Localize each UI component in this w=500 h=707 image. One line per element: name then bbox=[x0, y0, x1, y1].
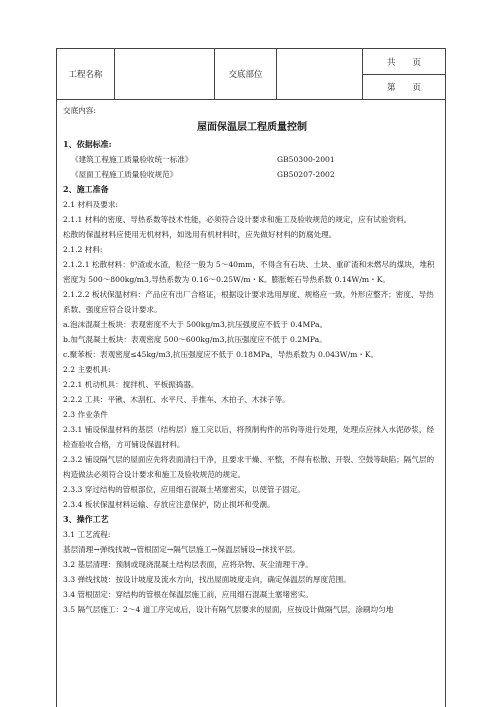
para-3-1: 3.1 工艺流程: bbox=[63, 530, 111, 539]
dept-value[interactable] bbox=[277, 49, 363, 99]
para-2-1-2-1: 2.1.2.1 松散材料：炉渣或水渣，粒径一般为 5～40mm，不得含有石块、土块、重矿渣和未燃尽的煤块，堆积密度为 500～800kg/m3,导热系数为 0.16～0.25W/m・K。膨胀蛭石导热系数 0.14W/m・K。 bbox=[63, 260, 435, 284]
para-2-3: 2.3 作业条件 bbox=[63, 410, 108, 419]
reference-2 bbox=[63, 167, 441, 182]
para-2-2-2: 2.2.2 工具：平锹、木刮杠、水平尺、手推车、木拍子、木抹子等。 bbox=[63, 395, 290, 404]
doc-title: 屋面保温层工程质量控制 bbox=[197, 122, 307, 133]
para-2-1-2-2: 2.1.2.2 板状保温材料：产品应有出厂合格证，根据设计要求选用厚度、规格应一致，外形应整齐；密度、导热系数、强度应符合设计要求。 bbox=[63, 290, 434, 314]
para-3-1b: 基层清理→弹线找坡→管根固定→隔气层施工→保温层铺设→抹找平层。 bbox=[63, 545, 300, 554]
para-2-3-1: 2.3.1 铺设保温材料的基层（结构层）施工完以后，将预制构件的吊钩等进行处理，处理点应抹入水泥砂浆，经检查验收合格，方可铺设保温材料。 bbox=[63, 425, 435, 449]
section-1-heading: 1、依据标准: bbox=[63, 139, 112, 149]
ref-2-name: 《屋面工程施工质量验收规范》 bbox=[71, 170, 178, 179]
para-3-5: 3.5 隔气层施工：2～4 道工序完成后，设计有隔气层要求的屋面，应按设计做隔气层，涂刷均匀地 bbox=[63, 605, 394, 614]
total-pages: 共 页 bbox=[386, 57, 421, 68]
page-count bbox=[363, 49, 445, 99]
para-2-1: 2.1 材料及要求: bbox=[63, 200, 119, 209]
ref-2-code: GB50207-2002 bbox=[277, 170, 335, 179]
ref-1-code: GB50300-2001 bbox=[277, 155, 335, 164]
para-3-3: 3.3 弹线找坡：按设计坡度及流水方向，找出屋面坡度走向，确定保温层的厚度范围。 bbox=[63, 575, 351, 584]
para-2-1-2: 2.1.2 材料: bbox=[63, 245, 103, 254]
para-2-3-2: 2.3.2 铺设隔气层的屋面应先将表面清扫干净，且要求干燥、平整，不得有松散、开裂、空鼓等缺陷；隔气层的构造做法必须符合设计要求和施工及验收规范的规定。 bbox=[63, 455, 435, 479]
section-2-heading: 2、施工准备 bbox=[63, 184, 109, 194]
para-2-1-1: 2.1.1 材料的密度、导热系数等技术性能，必须符合设计要求和施工及验收规范的规定，应有试验资料。 bbox=[63, 215, 412, 224]
content-label: 交底内容: bbox=[63, 106, 96, 115]
project-name-label: 工程名称 bbox=[57, 49, 115, 99]
para-2-1-1b: 松散的保温材料应使用无机材料，如选用有机材料时，应先做好材料的防腐处理。 bbox=[63, 230, 337, 239]
ref-1-name: 《建筑工程施工质量验收统一标准》 bbox=[71, 155, 193, 164]
para-2-3-4: 2.3.4 板状保温材料运输、存放应注意保护，防止损坏和受潮。 bbox=[63, 500, 275, 509]
para-b: b.加气混凝土板块：表观密度 500～600kg/m3,抗压强度应不低于 0.2MPa。 bbox=[63, 335, 327, 344]
form-header bbox=[57, 49, 445, 100]
para-c: c.聚苯板：表观密度≤45kg/m3,抗压强度应不低于 0.18MPa，导热系数为 0.043W/m・K。 bbox=[63, 350, 379, 359]
reference-1 bbox=[63, 152, 441, 167]
content-area bbox=[63, 103, 441, 617]
para-2-2-1: 2.2.1 机动机具：搅拌机、平板振捣器。 bbox=[63, 380, 199, 389]
para-a: a.泡沫混凝土板块：表观密度不大于 500kg/m3,抗压强度应不低于 0.4MPa。 bbox=[63, 320, 328, 329]
para-3-4: 3.4 管根固定：穿结构的管根在保温层施工前，应用细石混凝土塞堵密实。 bbox=[63, 590, 313, 599]
disclosure-form bbox=[56, 48, 446, 707]
para-2-3-3: 2.3.3 穿过结构的管根部位，应用细石混凝土堵塞密实，以使管子固定。 bbox=[63, 485, 305, 494]
page-number: 第 页 bbox=[386, 83, 421, 93]
para-2-2: 2.2 主要机具: bbox=[63, 365, 111, 374]
project-name-value[interactable] bbox=[115, 49, 215, 99]
dept-label: 交底部位 bbox=[215, 49, 277, 99]
section-3-heading: 3、操作工艺 bbox=[63, 514, 109, 524]
para-3-2: 3.2 基层清理：预制或现浇混凝土结构层表面，应将杂物、灰尘清理干净。 bbox=[63, 560, 313, 569]
